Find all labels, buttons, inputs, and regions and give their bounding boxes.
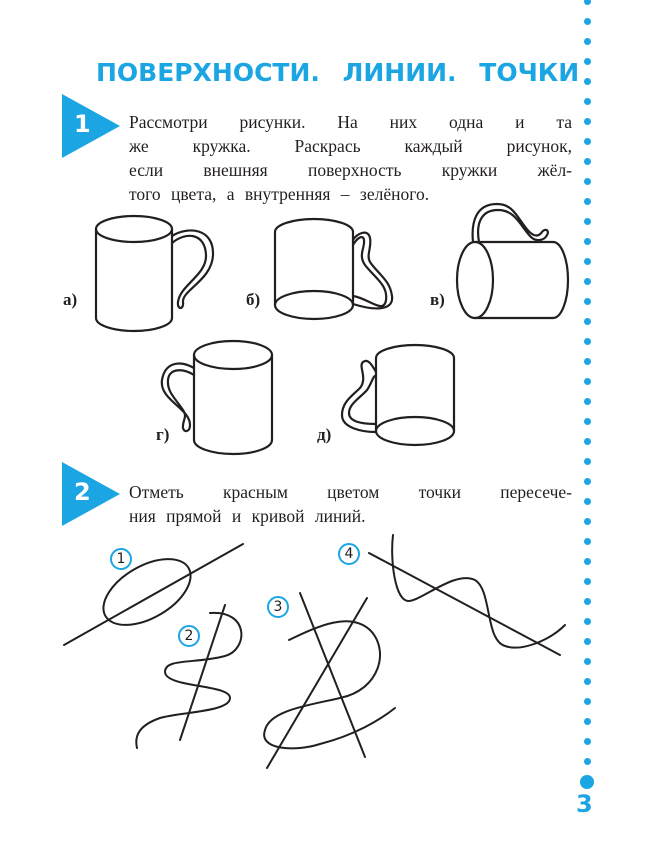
task-1-line: того цвета, а внутренняя – зелёного.: [129, 184, 430, 204]
curve-marker-1: 1: [110, 548, 132, 570]
figure-label-d: д): [317, 425, 332, 444]
page-title: ПОВЕРХНОСТИ. ЛИНИИ. ТОЧКИ: [96, 58, 580, 87]
task-2-line: ния прямой и кривой линий.: [129, 506, 366, 526]
figure-label-v: в): [430, 290, 445, 309]
figure-label-b: б): [246, 290, 261, 309]
figure-label-a: а): [63, 290, 78, 309]
task-2-number: 2: [74, 478, 91, 506]
task-2-line: Отметь красным цветом точки пересече-: [129, 482, 572, 502]
curve-marker-4: 4: [338, 543, 360, 565]
page-number: 3: [576, 790, 593, 818]
loop-curve-with-two-lines-icon: [264, 593, 395, 768]
wave-curve-with-line-icon: [369, 535, 565, 655]
task-1-line: же кружка. Раскрась каждый рисунок,: [129, 136, 572, 156]
task-1-line: если внешняя поверхность кружки жёл-: [129, 160, 572, 180]
curve-marker-2: 2: [178, 625, 200, 647]
curve-marker-3: 3: [267, 596, 289, 618]
task-1-number: 1: [74, 110, 91, 138]
figure-label-g: г): [156, 425, 170, 444]
task-1-line: Рассмотри рисунки. На них одна и та: [129, 112, 572, 132]
